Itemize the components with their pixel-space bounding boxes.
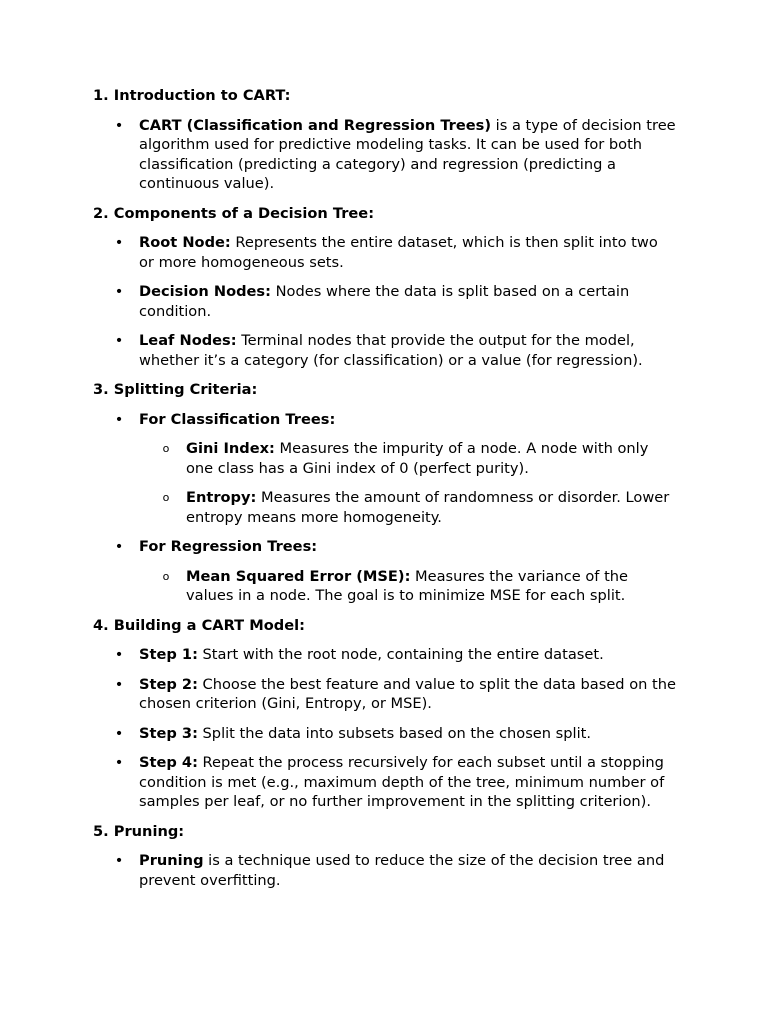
circle-bullet-icon: o [162, 569, 170, 583]
term-label: Mean Squared Error (MSE): [186, 567, 411, 585]
list-item [0, 116, 676, 194]
list-item [0, 410, 676, 430]
item-text: is a type of decision tree algorithm used for predictive modeling tasks. It can be used for both classification (predicting a category) and regression (predicting a continuous value). [139, 116, 676, 192]
list-item [0, 233, 676, 272]
circle-bullet-icon: o [162, 491, 170, 504]
term-label: For Classification Trees: [139, 410, 336, 428]
term-label: Step 4: [139, 754, 198, 771]
item-text: is a technique used to reduce the size of the decision tree and prevent overfitting. [139, 852, 665, 889]
bullet-icon: • [114, 283, 124, 300]
section-heading: 5. Pruning: [93, 822, 185, 840]
list-item [0, 645, 676, 665]
term-label: Root Node: [139, 234, 231, 251]
bullet-icon: • [114, 724, 124, 742]
list-item [0, 724, 676, 744]
sub-list-item [0, 439, 676, 478]
term-label: Step 3: [139, 724, 198, 742]
bullet-icon: • [114, 332, 124, 349]
list-item [0, 675, 676, 714]
term-label: For Regression Trees: [139, 538, 318, 555]
sub-list-item [0, 488, 676, 527]
term-label: Step 2: [139, 675, 198, 693]
bullet-icon: • [114, 234, 124, 251]
term-label: Step 1: [139, 646, 198, 663]
bullet-icon: • [114, 675, 124, 693]
section-heading: 1. Introduction to CART: [93, 87, 291, 104]
section-heading: 2. Components of a Decision Tree: [93, 204, 375, 222]
bullet-icon: • [114, 538, 124, 555]
term-label: Entropy: [186, 489, 257, 506]
item-text: Represents the entire dataset, which is then split into two or more homogeneous sets. [139, 234, 658, 271]
section-heading: 3. Splitting Criteria: [93, 381, 258, 398]
item-text: Measures the variance of the values in a node. The goal is to minimize MSE for each split. [186, 567, 629, 604]
item-text: Split the data into subsets based on the chosen split. [197, 724, 592, 742]
item-text: Measures the impurity of a node. A node with only one class has a Gini index of 0 (perfect purity). [186, 440, 649, 477]
list-item [0, 537, 676, 557]
document-body [0, 86, 768, 900]
term-label: Decision Nodes: [139, 283, 271, 300]
term-label: Pruning [139, 852, 204, 869]
item-text: Terminal nodes that provide the output for the model, whether it’s a category (for classification) or a value (for regression). [139, 332, 643, 369]
item-text: Choose the best feature and value to split the data based on the chosen criterion (Gini, Entropy, or MSE). [139, 675, 676, 712]
item-text: Repeat the process recursively for each subset until a stopping condition is met (e.g., maximum depth of the tree, minimum number of samples per leaf, or no further improvement in the splitting criterion). [139, 754, 665, 810]
item-text: Start with the root node, containing the entire dataset. [197, 646, 604, 663]
term-label: CART (Classification and Regression Trees) [139, 116, 492, 134]
list-item [0, 282, 676, 321]
bullet-icon: • [114, 410, 124, 428]
bullet-icon: • [114, 116, 124, 134]
list-item [0, 753, 676, 812]
bullet-icon: • [114, 646, 124, 663]
bullet-icon: • [114, 852, 124, 869]
bullet-icon: • [114, 754, 124, 771]
item-text: Nodes where the data is split based on a certain condition. [139, 283, 630, 320]
sub-list-item [0, 567, 676, 606]
section-heading: 4. Building a CART Model: [93, 616, 305, 634]
term-label: Leaf Nodes: [139, 332, 237, 349]
list-item [0, 851, 676, 890]
list-item [0, 331, 676, 370]
term-label: Gini Index: [186, 440, 275, 457]
circle-bullet-icon: o [162, 442, 170, 455]
item-text: Measures the amount of randomness or disorder. Lower entropy means more homogeneity. [186, 489, 670, 526]
